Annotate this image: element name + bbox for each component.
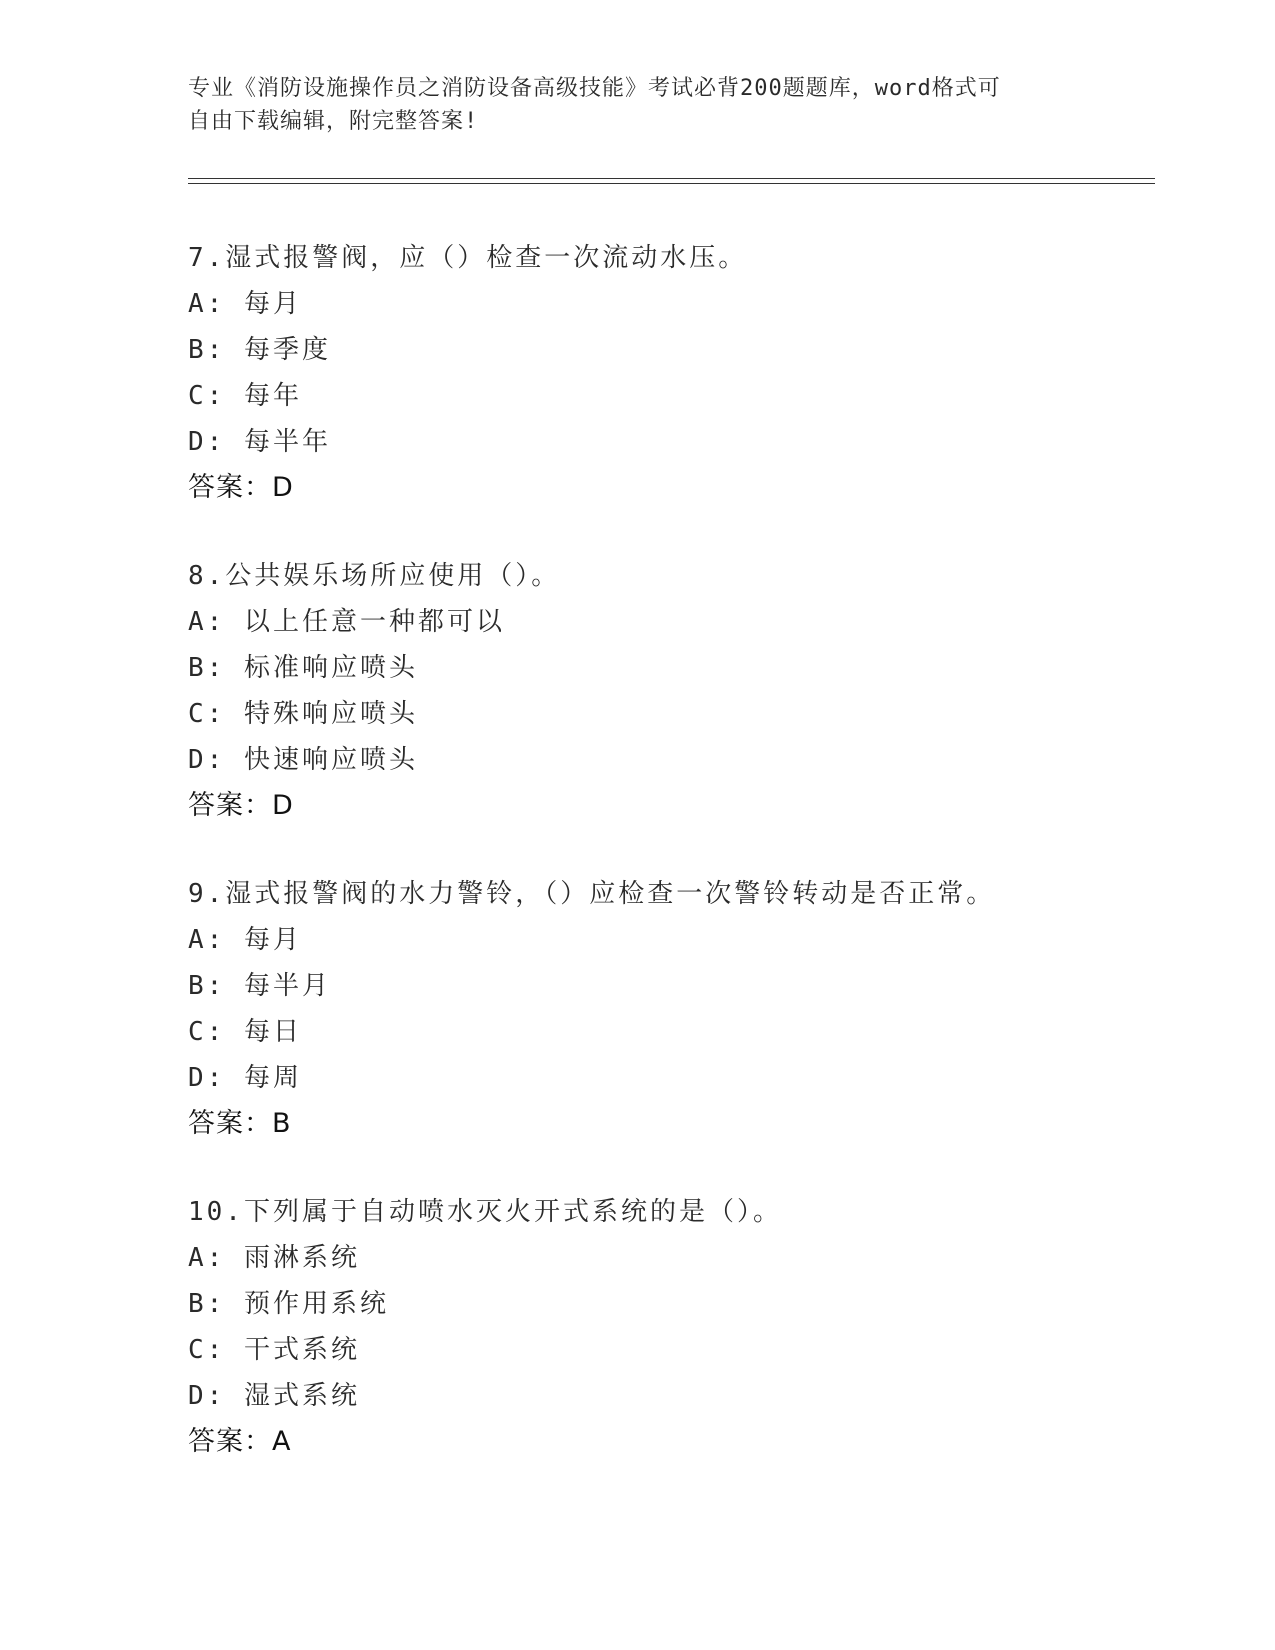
option-a: A: 雨淋系统 [188, 1243, 360, 1273]
question-item [188, 553, 1168, 829]
option-b: B: 每半月 [188, 971, 331, 1001]
option-d: D: 每周 [188, 1063, 302, 1093]
option-c: C: 每年 [188, 381, 302, 411]
question-list [188, 235, 1168, 1507]
question-stem: 8.公共娱乐场所应使用（）。 [188, 561, 561, 591]
option-b: B: 预作用系统 [188, 1289, 389, 1319]
header-line-1: 专业《消防设施操作员之消防设备高级技能》考试必背200题题库，word格式可 [188, 76, 1001, 101]
answer-line: 答案：B [188, 1108, 292, 1139]
option-c: C: 特殊响应喷头 [188, 699, 418, 729]
header-divider-top [188, 178, 1155, 179]
question-item [188, 235, 1168, 511]
header-line-2: 自由下载编辑，附完整答案! [188, 109, 479, 134]
option-b: B: 标准响应喷头 [188, 653, 418, 683]
question-stem: 10.下列属于自动喷水灭火开式系统的是（）。 [188, 1197, 782, 1227]
header-divider-bottom [188, 183, 1155, 184]
option-c: C: 干式系统 [188, 1335, 360, 1365]
option-a: A: 以上任意一种都可以 [188, 607, 505, 637]
option-d: D: 每半年 [188, 427, 331, 457]
option-d: D: 快速响应喷头 [188, 745, 418, 775]
question-item [188, 871, 1168, 1147]
question-stem: 9.湿式报警阀的水力警铃，（）应检查一次警铃转动是否正常。 [188, 879, 996, 909]
question-item [188, 1189, 1168, 1465]
option-b: B: 每季度 [188, 335, 331, 365]
option-a: A: 每月 [188, 289, 302, 319]
answer-line: 答案：A [188, 1426, 292, 1457]
option-a: A: 每月 [188, 925, 302, 955]
option-c: C: 每日 [188, 1017, 302, 1047]
document-header [188, 72, 1088, 138]
option-d: D: 湿式系统 [188, 1381, 360, 1411]
question-stem: 7.湿式报警阀，应（）检查一次流动水压。 [188, 243, 748, 273]
answer-line: 答案：D [188, 790, 294, 821]
answer-line: 答案：D [188, 472, 294, 503]
